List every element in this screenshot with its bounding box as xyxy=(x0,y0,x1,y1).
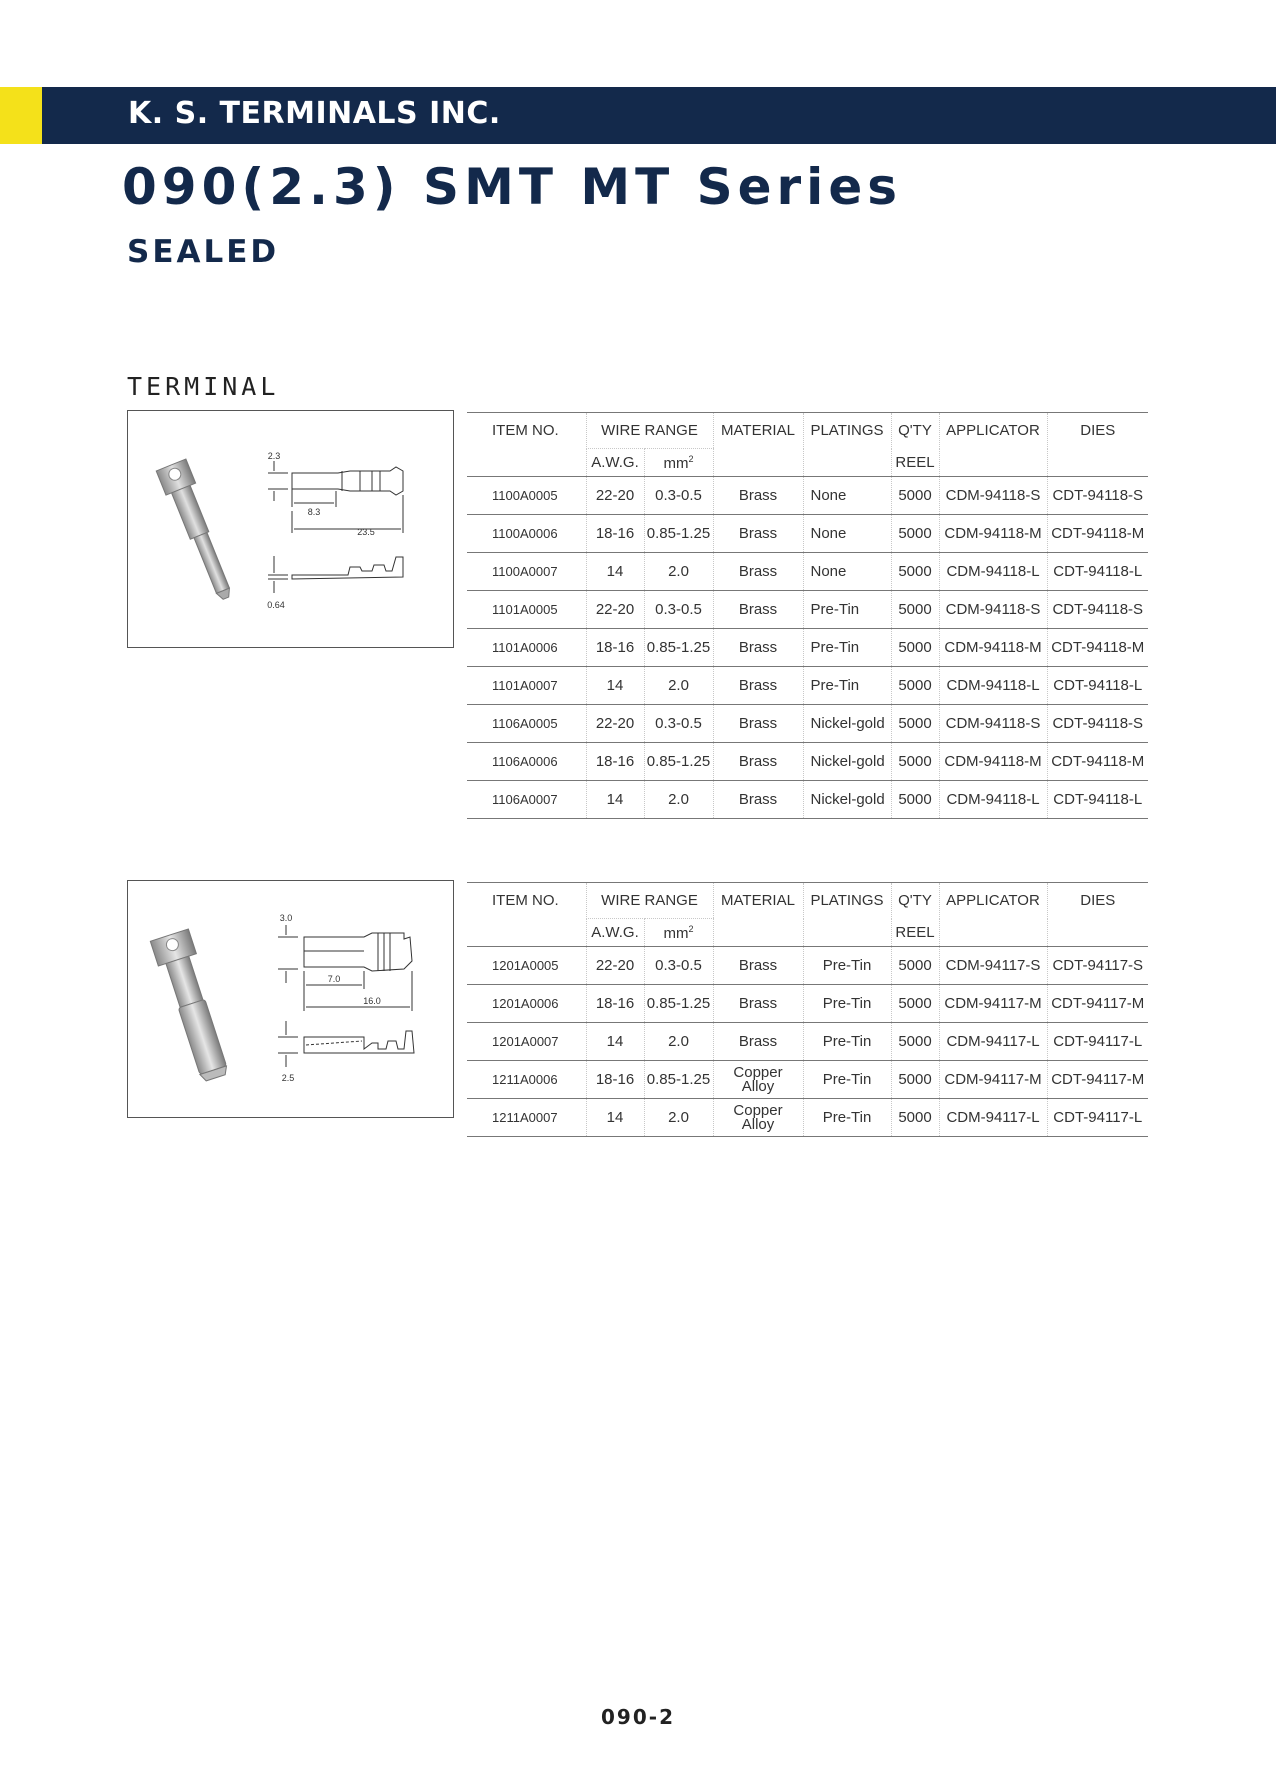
cell-mm2: 0.85-1.25 xyxy=(644,629,713,667)
cell-applicator: CDM-94117-S xyxy=(939,947,1047,985)
cell-item-no: 1101A0005 xyxy=(467,591,586,629)
header-mm-label: mm xyxy=(663,924,689,942)
header-wire-range: WIRE RANGE xyxy=(586,883,713,919)
cell-mm2: 0.3-0.5 xyxy=(644,477,713,515)
dimension-drawing-top-2 xyxy=(278,925,412,1011)
cell-awg: 22-20 xyxy=(586,705,644,743)
header-qty: Q'TY xyxy=(891,883,939,919)
cell-awg: 14 xyxy=(586,553,644,591)
header-blank xyxy=(467,919,586,947)
header-blank xyxy=(713,449,803,477)
terminal-drawing-1-svg xyxy=(128,411,453,647)
cell-applicator: CDM-94118-M xyxy=(939,743,1047,781)
cell-dies: CDT-94118-L xyxy=(1047,553,1148,591)
cell-dies: CDT-94117-M xyxy=(1047,1061,1148,1099)
cell-item-no: 1100A0007 xyxy=(467,553,586,591)
table-row xyxy=(467,743,1148,781)
cell-qty: 5000 xyxy=(891,1023,939,1061)
cell-plating: Pre-Tin xyxy=(803,629,891,667)
header-applicator: APPLICATOR xyxy=(939,883,1047,919)
cell-dies: CDT-94117-S xyxy=(1047,947,1148,985)
cell-awg: 18-16 xyxy=(586,1061,644,1099)
cell-qty: 5000 xyxy=(891,1099,939,1137)
cell-applicator: CDM-94117-M xyxy=(939,985,1047,1023)
cell-material: Brass xyxy=(713,947,803,985)
table-row xyxy=(467,947,1148,985)
cell-item-no: 1201A0007 xyxy=(467,1023,586,1061)
dimension-drawing-top-1 xyxy=(268,461,403,533)
cell-dies: CDT-94118-S xyxy=(1047,591,1148,629)
dim-a-label-2: 3.0 xyxy=(279,913,293,923)
cell-dies: CDT-94118-S xyxy=(1047,477,1148,515)
table-row xyxy=(467,1023,1148,1061)
header-qty: Q'TY xyxy=(891,413,939,449)
cell-mm2: 0.3-0.5 xyxy=(644,591,713,629)
header-reel: REEL xyxy=(891,919,939,947)
cell-item-no: 1106A0005 xyxy=(467,705,586,743)
company-name: K. S. TERMINALS INC. xyxy=(128,96,501,131)
header-applicator: APPLICATOR xyxy=(939,413,1047,449)
cell-applicator: CDM-94118-L xyxy=(939,781,1047,819)
cell-applicator: CDM-94117-M xyxy=(939,1061,1047,1099)
cell-material-line1: Copper xyxy=(733,1101,783,1119)
header-material: MATERIAL xyxy=(713,883,803,919)
cell-awg: 22-20 xyxy=(586,477,644,515)
cell-qty: 5000 xyxy=(891,705,939,743)
cell-awg: 18-16 xyxy=(586,515,644,553)
dim-b-label: 8.3 xyxy=(307,507,321,517)
cell-material: Brass xyxy=(713,629,803,667)
header-wire-range: WIRE RANGE xyxy=(586,413,713,449)
cell-plating: Pre-Tin xyxy=(803,591,891,629)
cell-qty: 5000 xyxy=(891,985,939,1023)
header-mm-sup: 2 xyxy=(688,923,694,934)
cell-plating: Nickel-gold xyxy=(803,781,891,819)
table-row xyxy=(467,985,1148,1023)
section-label: TERMINAL xyxy=(127,372,280,401)
cell-item-no: 1211A0006 xyxy=(467,1061,586,1099)
cell-qty: 5000 xyxy=(891,947,939,985)
header-material: MATERIAL xyxy=(713,413,803,449)
cell-applicator: CDM-94118-S xyxy=(939,477,1047,515)
cell-material: Brass xyxy=(713,985,803,1023)
header-blank xyxy=(1047,449,1148,477)
cell-mm2: 0.85-1.25 xyxy=(644,743,713,781)
cell-plating: Nickel-gold xyxy=(803,705,891,743)
cell-item-no: 1106A0006 xyxy=(467,743,586,781)
cell-plating: Nickel-gold xyxy=(803,743,891,781)
cell-material-line1: Copper xyxy=(733,1063,783,1081)
header-blank xyxy=(1047,919,1148,947)
cell-plating: Pre-Tin xyxy=(803,1099,891,1137)
dim-c-label-2: 16.0 xyxy=(363,996,381,1006)
cell-awg: 14 xyxy=(586,1023,644,1061)
header-blank xyxy=(467,449,586,477)
cell-dies: CDT-94118-M xyxy=(1047,629,1148,667)
dim-d-label: 0.64 xyxy=(267,600,285,610)
cell-mm2: 0.85-1.25 xyxy=(644,1061,713,1099)
cell-qty: 5000 xyxy=(891,629,939,667)
header-blank xyxy=(713,919,803,947)
cell-material: Brass xyxy=(713,553,803,591)
cell-awg: 18-16 xyxy=(586,629,644,667)
cell-plating: None xyxy=(803,515,891,553)
cell-mm2: 0.85-1.25 xyxy=(644,515,713,553)
cell-item-no: 1106A0007 xyxy=(467,781,586,819)
cell-dies: CDT-94118-M xyxy=(1047,515,1148,553)
cell-dies: CDT-94118-L xyxy=(1047,667,1148,705)
header-mm2 xyxy=(644,919,713,947)
table-row xyxy=(467,515,1148,553)
cell-plating: None xyxy=(803,477,891,515)
header-item-no: ITEM NO. xyxy=(467,413,586,449)
cell-dies: CDT-94117-L xyxy=(1047,1099,1148,1137)
cell-material: Brass xyxy=(713,515,803,553)
cell-applicator: CDM-94118-L xyxy=(939,667,1047,705)
cell-applicator: CDM-94117-L xyxy=(939,1099,1047,1137)
terminal-photo-2 xyxy=(150,929,234,1084)
cell-mm2: 0.3-0.5 xyxy=(644,705,713,743)
cell-awg: 14 xyxy=(586,781,644,819)
cell-plating: None xyxy=(803,553,891,591)
terminal-drawing-2 xyxy=(127,880,454,1118)
cell-material-line2: Alloy xyxy=(741,1115,775,1133)
header-mm2 xyxy=(644,449,713,477)
cell-awg: 22-20 xyxy=(586,591,644,629)
dimension-drawing-side-2 xyxy=(278,1021,414,1067)
cell-mm2: 2.0 xyxy=(644,1023,713,1061)
header-blank xyxy=(939,449,1047,477)
cell-item-no: 1211A0007 xyxy=(467,1099,586,1137)
terminal-photo-1 xyxy=(156,459,240,605)
cell-awg: 18-16 xyxy=(586,985,644,1023)
cell-awg: 14 xyxy=(586,667,644,705)
cell-item-no: 1100A0005 xyxy=(467,477,586,515)
page-number: 090-2 xyxy=(601,1705,675,1729)
dimension-drawing-side-1 xyxy=(268,556,403,593)
cell-applicator: CDM-94117-L xyxy=(939,1023,1047,1061)
cell-awg: 14 xyxy=(586,1099,644,1137)
cell-dies: CDT-94117-M xyxy=(1047,985,1148,1023)
table-row xyxy=(467,1099,1148,1137)
table-row xyxy=(467,591,1148,629)
cell-item-no: 1100A0006 xyxy=(467,515,586,553)
cell-qty: 5000 xyxy=(891,553,939,591)
cell-applicator: CDM-94118-S xyxy=(939,591,1047,629)
header-blank xyxy=(803,919,891,947)
terminal-drawing-2-svg xyxy=(128,881,453,1117)
cell-material: Brass xyxy=(713,667,803,705)
header-dies: DIES xyxy=(1047,413,1148,449)
table-row xyxy=(467,1061,1148,1099)
table-row xyxy=(467,553,1148,591)
cell-applicator: CDM-94118-L xyxy=(939,553,1047,591)
cell-material xyxy=(713,1061,803,1099)
cell-mm2: 2.0 xyxy=(644,1099,713,1137)
cell-applicator: CDM-94118-M xyxy=(939,629,1047,667)
cell-material: Brass xyxy=(713,591,803,629)
cell-material: Brass xyxy=(713,743,803,781)
header-mm-sup: 2 xyxy=(688,453,694,464)
cell-dies: CDT-94117-L xyxy=(1047,1023,1148,1061)
cell-awg: 22-20 xyxy=(586,947,644,985)
dim-a-label: 2.3 xyxy=(267,451,281,461)
dim-d-label-2: 2.5 xyxy=(281,1073,295,1083)
cell-qty: 5000 xyxy=(891,1061,939,1099)
cell-dies: CDT-94118-M xyxy=(1047,743,1148,781)
cell-mm2: 0.85-1.25 xyxy=(644,985,713,1023)
cell-qty: 5000 xyxy=(891,591,939,629)
spec-table-1 xyxy=(467,412,1148,819)
cell-dies: CDT-94118-L xyxy=(1047,781,1148,819)
cell-material: Brass xyxy=(713,781,803,819)
cell-plating: Pre-Tin xyxy=(803,1023,891,1061)
cell-awg: 18-16 xyxy=(586,743,644,781)
dim-b-label-2: 7.0 xyxy=(327,974,341,984)
cell-material-line2: Alloy xyxy=(741,1077,775,1095)
table-row xyxy=(467,667,1148,705)
cell-plating: Pre-Tin xyxy=(803,947,891,985)
page-title: 090(2.3) SMT MT Series xyxy=(122,158,902,216)
cell-dies: CDT-94118-S xyxy=(1047,705,1148,743)
spec-table-2 xyxy=(467,882,1148,1137)
table-row xyxy=(467,705,1148,743)
terminal-drawing-1 xyxy=(127,410,454,648)
cell-material: Brass xyxy=(713,477,803,515)
cell-mm2: 0.3-0.5 xyxy=(644,947,713,985)
cell-plating: Pre-Tin xyxy=(803,985,891,1023)
header-blank xyxy=(803,449,891,477)
table-row xyxy=(467,781,1148,819)
table-row xyxy=(467,477,1148,515)
header-blank xyxy=(939,919,1047,947)
header-awg: A.W.G. xyxy=(586,449,644,477)
cell-mm2: 2.0 xyxy=(644,781,713,819)
page-subtitle: SEALED xyxy=(127,234,280,270)
cell-material: Brass xyxy=(713,705,803,743)
cell-plating: Pre-Tin xyxy=(803,1061,891,1099)
cell-material xyxy=(713,1099,803,1137)
cell-qty: 5000 xyxy=(891,743,939,781)
cell-item-no: 1201A0005 xyxy=(467,947,586,985)
cell-plating: Pre-Tin xyxy=(803,667,891,705)
header-platings: PLATINGS xyxy=(803,413,891,449)
cell-item-no: 1201A0006 xyxy=(467,985,586,1023)
table-row xyxy=(467,629,1148,667)
cell-qty: 5000 xyxy=(891,667,939,705)
cell-material: Brass xyxy=(713,1023,803,1061)
dim-c-label: 23.5 xyxy=(357,527,375,537)
header-platings: PLATINGS xyxy=(803,883,891,919)
cell-item-no: 1101A0007 xyxy=(467,667,586,705)
cell-qty: 5000 xyxy=(891,477,939,515)
cell-applicator: CDM-94118-S xyxy=(939,705,1047,743)
header-awg: A.W.G. xyxy=(586,919,644,947)
header-item-no: ITEM NO. xyxy=(467,883,586,919)
cell-qty: 5000 xyxy=(891,515,939,553)
cell-applicator: CDM-94118-M xyxy=(939,515,1047,553)
header-mm-label: mm xyxy=(663,454,689,472)
header-dies: DIES xyxy=(1047,883,1148,919)
cell-mm2: 2.0 xyxy=(644,667,713,705)
cell-item-no: 1101A0006 xyxy=(467,629,586,667)
header-accent xyxy=(0,87,42,144)
header-reel: REEL xyxy=(891,449,939,477)
cell-qty: 5000 xyxy=(891,781,939,819)
cell-mm2: 2.0 xyxy=(644,553,713,591)
